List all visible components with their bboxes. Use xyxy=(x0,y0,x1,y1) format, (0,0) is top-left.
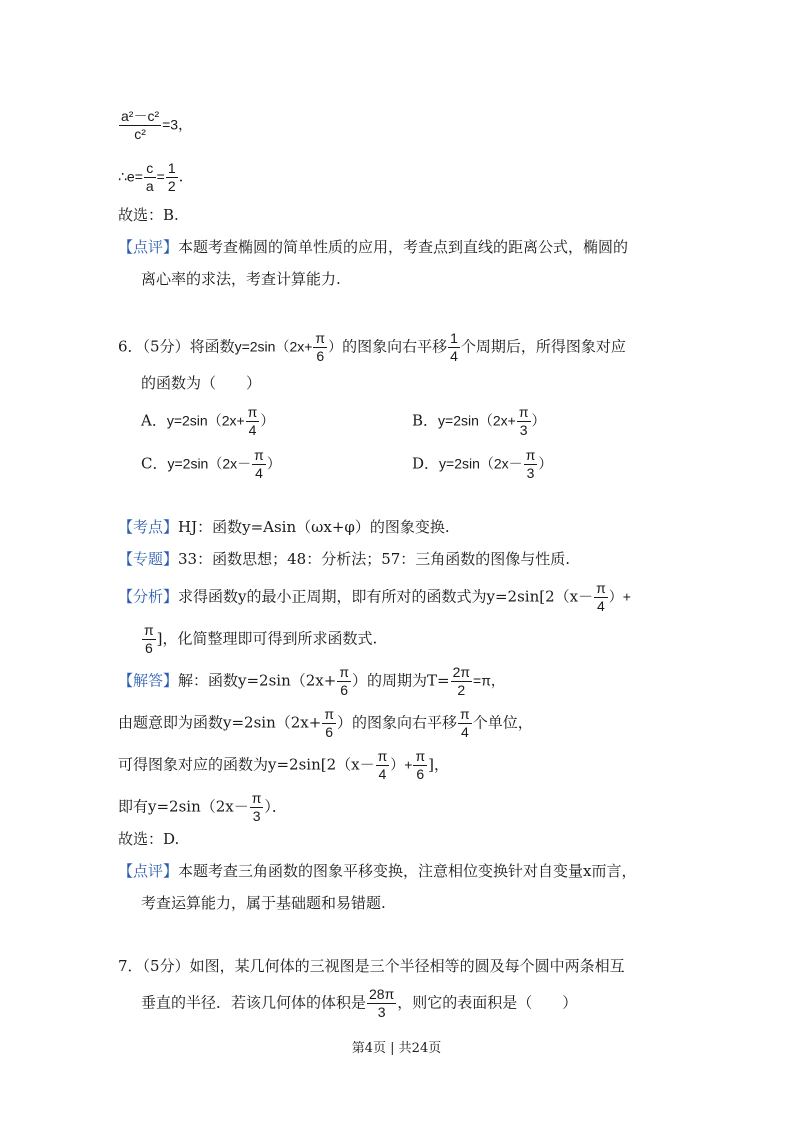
jieda-line-1: 【解答】解：函数y=2sin（2x+ $\frac{\pi}{6}$ ）的周期为T= $\frac{2\pi}{2}$ =π， xyxy=(118,664,505,698)
page-footer: 第4页 | 共24页 xyxy=(351,1041,442,1056)
option-d[interactable]: D．y=2sin（2x－ $\frac{\pi}{3}$ ） xyxy=(412,447,553,481)
fraction: $\frac{\pi}{3}$ xyxy=(251,790,262,824)
fraction: $\frac{\pi}{4}$ xyxy=(596,580,606,614)
jieda-line-3: 可得图象对应的函数为y=2sin[2（x－ $\frac{\pi}{4}$ ）+ $\frac{\pi}{6}$ ]， xyxy=(118,748,449,782)
fraction: $\frac{\pi}{6}$ xyxy=(144,622,154,656)
kaodian-line: 【考点】HJ：函数y=Asin（ωx+φ）的图象变换. xyxy=(118,518,450,536)
kaodian-tag: 【考点】 xyxy=(118,518,179,536)
jieda-line-4: 即有y=2sin（2x－ $\frac{\pi}{3}$ ）． xyxy=(118,790,287,824)
answer-line: 故选：D. xyxy=(118,830,180,848)
review-tag: 【点评】 xyxy=(118,862,179,880)
fraction: $\frac{\pi}{4}$ xyxy=(247,404,258,438)
formula-line-2: ∴e= $\frac{c}{a}$ = $\frac{1}{2}$ . xyxy=(118,160,184,194)
option-b[interactable]: B．y=2sin（2x+ $\frac{\pi}{3}$ ） xyxy=(412,404,546,438)
review-line-cont: 考查运算能力，属于基础题和易错题. xyxy=(141,894,386,912)
fraction: $\frac{\pi}{6}$ xyxy=(324,706,334,740)
fraction: $\frac{\text{a²－c²}}{\text{c²}}$ xyxy=(121,108,160,142)
review-line: 【点评】本题考查三角函数的图象平移变换，注意相位变换针对自变量x而言， xyxy=(118,862,637,880)
fraction: $\frac{\pi}{4}$ xyxy=(377,748,388,782)
fraction: $\frac{1}{4}$ xyxy=(450,330,458,364)
fraction: $\frac{\pi}{3}$ xyxy=(518,404,529,438)
formula-line-1: $\frac{\text{a²－c²}}{\text{c²}}$ =3， xyxy=(121,108,193,142)
jieda-line-2: 由题意即为函数y=2sin（2x+ $\frac{\pi}{6}$ ）的图象向右平移 $\frac{\pi}{4}$ 个单位， xyxy=(118,706,533,740)
review-line: 【点评】本题考查椭圆的简单性质的应用，考查点到直线的距离公式，椭圆的 xyxy=(118,238,629,256)
question-6-stem-cont: 的函数为（ ） xyxy=(141,374,262,392)
answer-line: 故选：B. xyxy=(118,206,179,224)
fenxi-line-cont: $\frac{\pi}{6}$ ]，化简整理即可得到所求函数式. xyxy=(144,622,378,656)
fraction: $\frac{\pi}{6}$ xyxy=(315,330,326,364)
question-7-stem-cont: 垂直的半径．若该几何体的体积是 $\frac{28\pi}{3}$ ，则它的表面积是（ ） xyxy=(141,986,578,1020)
jieda-tag: 【解答】 xyxy=(118,671,179,690)
zhuanti-tag: 【专题】 xyxy=(118,550,179,568)
fraction: $\frac{\pi}{4}$ xyxy=(460,706,470,740)
fraction: $\frac{28\pi}{3}$ xyxy=(369,986,395,1020)
option-a[interactable]: A．y=2sin（2x+ $\frac{\pi}{4}$ ） xyxy=(141,404,275,438)
review-tag: 【点评】 xyxy=(118,238,179,256)
fenxi-tag: 【分析】 xyxy=(118,587,179,606)
fraction: $\frac{c}{a}$ xyxy=(145,160,154,194)
fraction: $\frac{2\pi}{2}$ xyxy=(452,664,471,698)
fraction: $\frac{\pi}{4}$ xyxy=(254,447,264,481)
option-c[interactable]: C．y=2sin（2x－ $\frac{\pi}{4}$ ） xyxy=(141,447,281,481)
zhuanti-line: 【专题】33：函数思想；48：分析法；57：三角函数的图像与性质. xyxy=(118,550,571,568)
fraction: $\frac{1}{2}$ xyxy=(167,160,176,194)
fraction: $\frac{\pi}{6}$ xyxy=(415,748,426,782)
question-6-stem: 6．（5分）将函数y=2sin（2x+ $\frac{\pi}{6}$ ）的图象向右平移 $\frac{1}{4}$ 个周期后，所得图象对应 xyxy=(118,330,626,364)
fenxi-line: 【分析】求得函数y的最小正周期，即有所对的函数式为y=2sin[2（x－ $\frac{\pi}{4}$ ）+ xyxy=(118,580,631,614)
review-line-cont: 离心率的求法，考查计算能力. xyxy=(141,270,341,288)
fraction: $\frac{\pi}{3}$ xyxy=(525,447,536,481)
fraction: $\frac{\pi}{6}$ xyxy=(339,664,350,698)
question-7-stem: 7．（5分）如图，某几何体的三视图是三个半径相等的圆及每个圆中两条相互 xyxy=(118,957,625,975)
